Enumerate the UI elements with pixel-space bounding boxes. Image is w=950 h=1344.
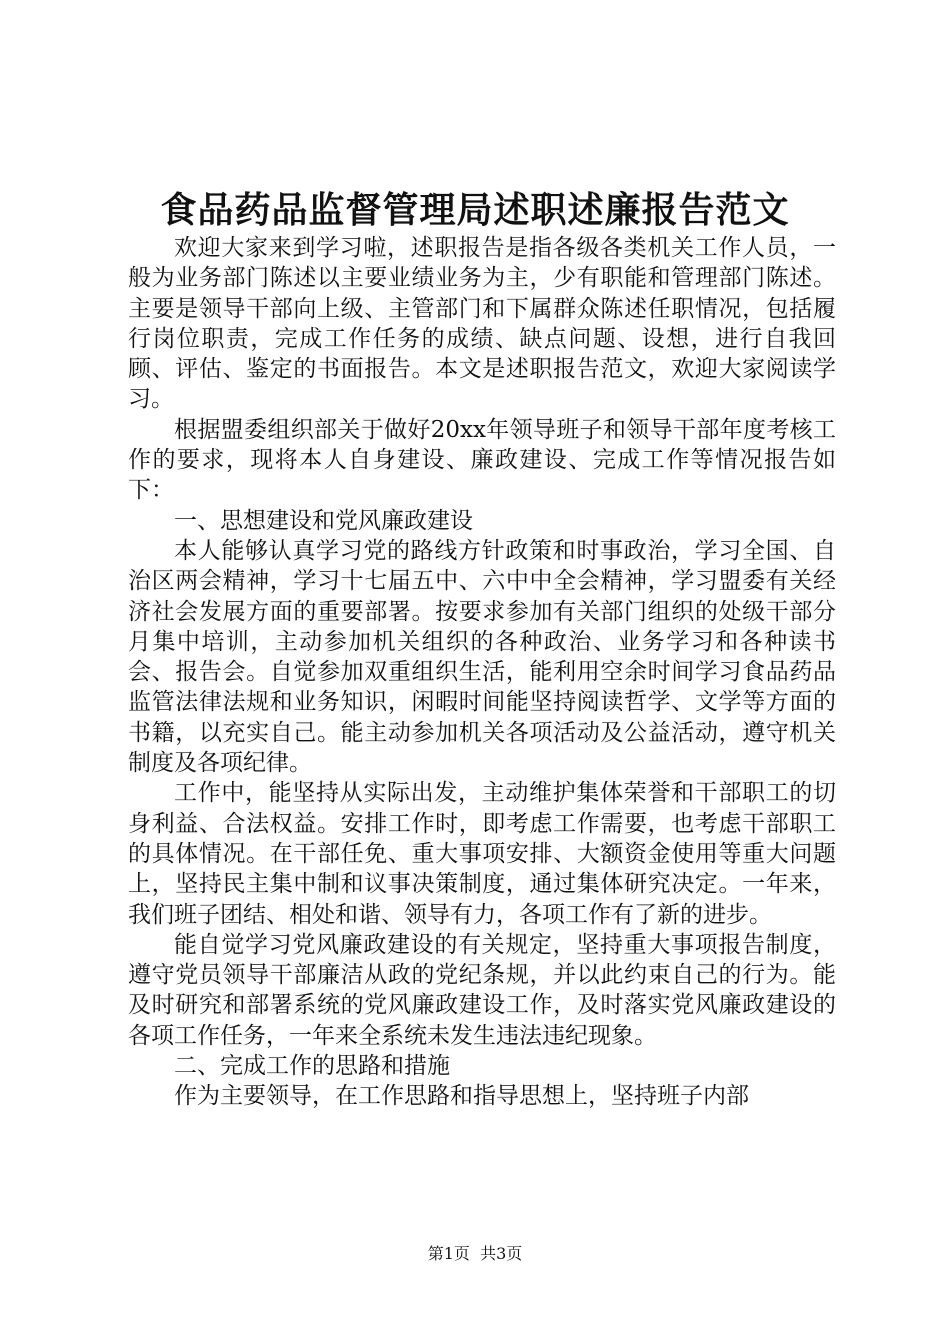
paragraph-work: 工作中，能坚持从实际出发，主动维护集体荣誉和干部职工的切身利益、合法权益。安排工作时，即考虑工作需要，也考虑干部职工的具体情况。在干部任免、重大事项安排、大额资金使用等重大问题上，坚持民主集中制和议事决策制度，通过集体研究决定。一年来，我们班子团结、相处和谐、领导有力，各项工作有了新的进步。: [128, 780, 836, 928]
paragraph-integrity: 能自觉学习党风廉政建设的有关规定，坚持重大事项报告制度，遵守党员领导干部廉洁从政的党纪条规，并以此约束自己的行为。能及时研究和部署系统的党风廉政建设工作，及时落实党风廉政建设的各项工作任务，一年来全系统未发生违法违纪现象。: [128, 931, 836, 1049]
page-footer: [0, 1240, 950, 1268]
page-number: 第1页: [427, 1244, 470, 1263]
paragraph-preface: 根据盟委组织部关于做好20xx年领导班子和领导干部年度考核工作的要求，现将本人自身建设、廉政建设、完成工作等情况报告如下：: [128, 416, 836, 504]
section-heading-2: 二、完成工作的思路和措施: [174, 1053, 450, 1080]
section-heading-1: 一、思想建设和党风廉政建设: [174, 507, 473, 534]
paragraph-leadership: 作为主要领导，在工作思路和指导思想上，坚持班子内部: [174, 1083, 749, 1110]
page-total: 共3页: [480, 1244, 523, 1263]
document-body: [128, 233, 836, 1112]
paragraph-intro: 欢迎大家来到学习啦，述职报告是指各级各类机关工作人员，一般为业务部门陈述以主要业绩业务为主，少有职能和管理部门陈述。主要是领导干部向上级、主管部门和下属群众陈述任职情况，包括履行岗位职责，完成工作任务的成绩、缺点问题、设想，进行自我回顾、评估、鉴定的书面报告。本文是述职报告范文，欢迎大家阅读学习。: [128, 235, 836, 413]
footer-separator: [470, 1244, 480, 1263]
paragraph-study: 本人能够认真学习党的路线方针政策和时事政治，学习全国、自治区两会精神，学习十七届五中、六中中全会精神，学习盟委有关经济社会发展方面的重要部署。按要求参加有关部门组织的处级干部分月集中培训，主动参加机关组织的各种政治、业务学习和各种读书会、报告会。自觉参加双重组织生活，能利用空余时间学习食品药品监管法律法规和业务知识，闲暇时间能坚持阅读哲学、文学等方面的书籍，以充实自己。能主动参加机关各项活动及公益活动，遵守机关制度及各项纪律。: [128, 537, 836, 777]
document-title: 食品药品监督管理局述职述廉报告范文: [160, 189, 790, 231]
